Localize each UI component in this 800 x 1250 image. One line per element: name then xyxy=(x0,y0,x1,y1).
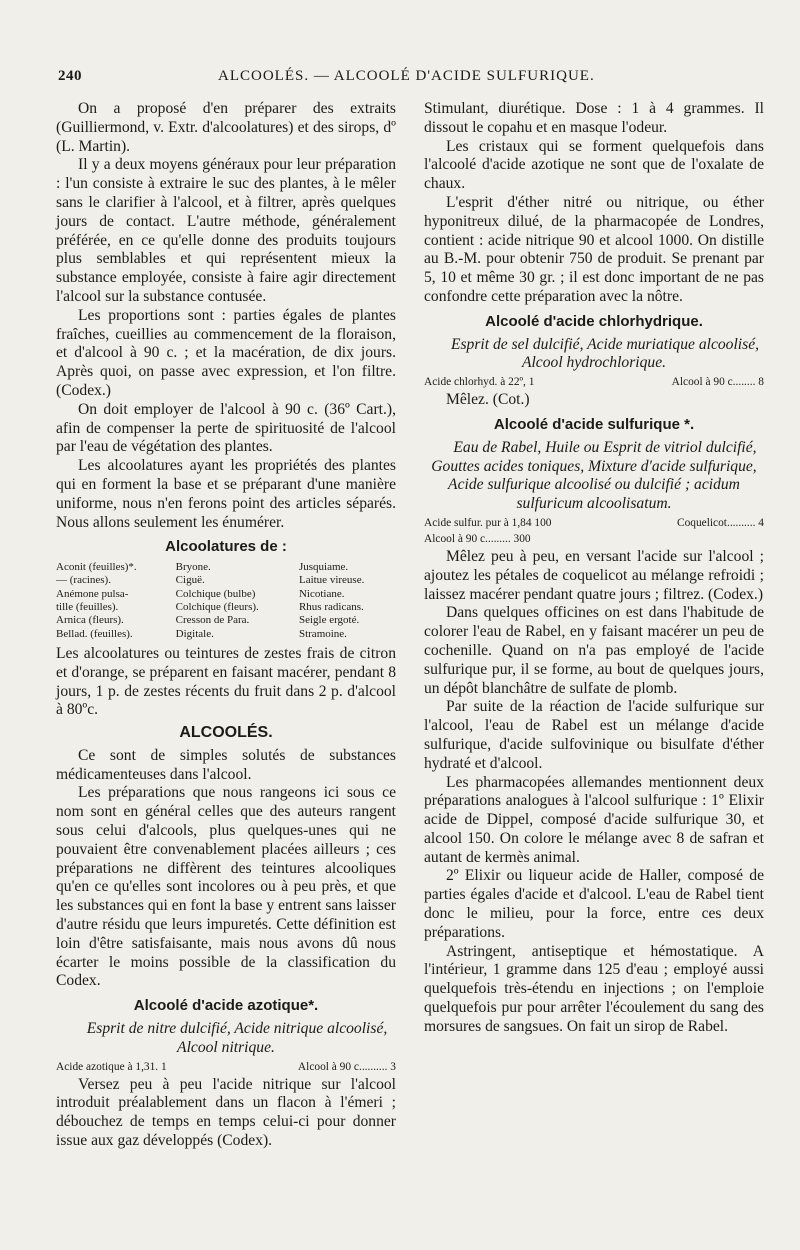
page-header xyxy=(58,68,774,90)
section-heading: Alcoolé d'acide chlorhydrique. xyxy=(485,312,703,330)
paragraph: Stimulant, diurétique. Dose : 1 à 4 grammes. Il dissout le copahu et en masque l'odeur. xyxy=(424,100,764,136)
recipe-ingredient: Alcool à 90 c.......... 3 xyxy=(297,1060,396,1073)
paragraph: Mêlez. (Cot.) xyxy=(446,391,530,409)
recipe-line xyxy=(424,532,764,546)
section-heading: Alcoolé d'acide azotique*. xyxy=(133,997,319,1015)
list-item: Arnica (fleurs). xyxy=(56,614,124,627)
list-item: Colchique (fleurs). xyxy=(175,601,259,614)
list-item: Bryone. xyxy=(175,561,211,574)
paragraph: Par suite de la réaction de l'acide sulfurique sur l'alcool, l'eau de Rabel est un mélange d'acide sulfurique, d'acide sulfovinique ou bisulfate d'éther hydraté et d'alcool. xyxy=(424,698,764,772)
recipe-ingredient: Acide sulfur. pur à 1,84 100 xyxy=(424,516,552,529)
section-heading: ALCOOLÉS. xyxy=(179,724,273,742)
paragraph: Versez peu à peu l'acide nitrique sur l'alcool introduit préalablement dans un flacon à l'émeri ; débouchez de temps en temps celui-ci pour donner issue aux gaz développés (Codex). xyxy=(56,1075,396,1150)
alcoolatures-list xyxy=(56,561,396,641)
section-heading: Alcoolatures de : xyxy=(165,538,287,556)
list-item: Laitue vireuse. xyxy=(298,574,365,587)
list-item: Aconit (feuilles)*. xyxy=(56,561,137,574)
left-column xyxy=(56,100,396,1151)
paragraph: Les alcoolatures ou teintures de zestes frais de citron et d'orange, se préparent en faisant macérer, pendant 8 jours, 1 p. de zestes récents du fruit dans 2 p. d'alcool à 80ºc. xyxy=(56,644,396,719)
paragraph: Ce sont de simples solutés de substances médicamenteuses dans l'alcool. xyxy=(56,746,396,783)
section-heading: Alcoolé d'acide sulfurique *. xyxy=(493,415,695,433)
recipe-line xyxy=(424,375,764,389)
recipe-ingredient: Alcool à 90 c......... 300 xyxy=(424,532,531,545)
recipe-ingredient: Acide chlorhyd. à 22º, 1 xyxy=(424,376,535,389)
list-item: Anémone pulsa- xyxy=(56,587,129,600)
paragraph: 2º Elixir ou liqueur acide de Haller, composé de parties égales d'acide et d'alcool. L'eau de Rabel tient donc le milieu, pour la force, entre ces deux préparations. xyxy=(424,867,764,941)
synonyms: Esprit de nitre dulcifié, Acide nitrique alcoolisé, Alcool nitrique. xyxy=(86,1020,388,1056)
paragraph: On doit employer de l'alcool à 90 c. (36º Cart.), afin de compenser la perte de spirituosité de l'alcool par l'eau de végétation des plantes. xyxy=(56,400,396,456)
list-item: Digitale. xyxy=(175,627,214,640)
list-item: Stramoine. xyxy=(298,627,347,640)
paragraph: On a proposé d'en préparer des extraits (Guilliermond, v. Extr. d'alcoolatures) et des sirops, dº (L. Martin). xyxy=(56,100,396,155)
recipe-line xyxy=(56,1060,396,1074)
list-item: Colchique (bulbe) xyxy=(175,587,256,600)
page-number: 240 xyxy=(58,68,82,84)
recipe-line xyxy=(424,516,764,530)
paragraph: Les cristaux qui se forment quelquefois dans l'alcoolé d'acide azotique ne sont que de l'oxalate de chaux. xyxy=(424,137,764,193)
recipe-ingredient: Alcool à 90 c........ 8 xyxy=(671,376,764,389)
list-item: tille (feuilles). xyxy=(56,601,119,614)
list-item: Jusquiame. xyxy=(298,561,349,574)
paragraph: Les préparations que nous rangeons ici sous ce nom sont en général celles que des auteurs rangent sous celui d'alcools, plus quelques-unes qui ne pouvaient être convenablement placées ailleurs ; ces préparations ne diffèrent des teintures alcooliques qu'en ce qu'elles sont incolores ou à peu près, et que les substances qui en font la base y entrent sans laisser d'autre résidu que leurs impuretés. Cette définition est loin d'être satisfaisante, mais nous avons dû nous écarter le moins possible de la classification du Codex. xyxy=(56,784,396,990)
paragraph: L'esprit d'éther nitré ou nitrique, ou éther hyponitreux dilué, de la pharmacopée de Londres, contient : acide nitrique 90 et alcool 1000. On distille au B.-M. pour obtenir 750 de produit. Se prenant par 5, 10 et même 30 gr. ; il est donc important de ne pas confondre cette préparation avec la nôtre. xyxy=(424,193,764,305)
paragraph: Les alcoolatures ayant les propriétés des plantes qui en forment la base et se préparant d'une manière uniforme, nous n'en ferons point des articles séparés. Nous allons seulement les énumérer. xyxy=(56,457,396,531)
list-item: — (racines). xyxy=(56,574,111,587)
paragraph: Les proportions sont : parties égales de plantes fraîches, cueillies au commencement de la floraison, et d'alcool à 90 c. ; et la macération, de dix jours. Après quoi, on passe avec expression, et l'on filtre. (Codex.) xyxy=(56,306,396,399)
synonyms: Eau de Rabel, Huile ou Esprit de vitriol dulcifié, Gouttes acides toniques, Mixture d'acide sulfurique, Acide sulfurique alcoolisé ou dulcifié ; acidum sulfuricum alcoolisatum. xyxy=(431,438,757,513)
recipe-ingredient: Coquelicot.......... 4 xyxy=(676,516,764,529)
paragraph: Mêlez peu à peu, en versant l'acide sur l'alcool ; ajoutez les pétales de coquelicot au mélange refroidi ; laissez macérer pendant quatre jours ; filtrez. (Codex.) xyxy=(424,547,764,603)
recipe-ingredient: Acide azotique à 1,31. 1 xyxy=(56,1060,167,1073)
paragraph: Les pharmacopées allemandes mentionnent deux préparations analogues à l'alcool sulfurique : 1º Elixir acide de Dippel, composé d'acide sulfurique 30, et alcool 150. On colore le mélange avec 8 de safran et autant de kermès animal. xyxy=(424,773,764,866)
list-item: Cresson de Para. xyxy=(175,614,250,627)
list-item: Ciguë. xyxy=(175,574,205,587)
list-item: Nicotiane. xyxy=(298,587,345,600)
list-item: Rhus radicans. xyxy=(298,601,364,614)
right-column xyxy=(424,100,764,1037)
running-title: ALCOOLÉS. — ALCOOLÉ D'ACIDE SULFURIQUE. xyxy=(218,68,595,84)
paragraph: Il y a deux moyens généraux pour leur préparation : l'un consiste à extraire le suc des plantes, à le mêler sans le clarifier à l'alcool, et à filtrer, après quelques jours de contact. L'autre méthode, généralement préférée, en ce qu'elle donne des produits toujours plus semblables et qui représentent mieux la substance employée, consiste à faire agir directement l'alcool sur la substance contusée. xyxy=(56,156,396,305)
synonyms: Esprit de sel dulcifié, Acide muriatique alcoolisé, Alcool hydrochlorique. xyxy=(450,335,760,372)
paragraph: Dans quelques officines on est dans l'habitude de colorer l'eau de Rabel, en y faisant macérer un peu de cochenille. Quand on n'a pas employé de l'acide sulfurique pur, il se forme, au bout de quelques jours, un dépôt blanchâtre de sulfate de plomb. xyxy=(424,604,764,697)
paragraph: Astringent, antiseptique et hémostatique. A l'intérieur, 1 gramme dans 125 d'eau ; employé aussi quelquefois très-étendu en injections ; on l'emploie quelquefois pur pour arrêter l'écoulement du sang des morsures de sangsues. On fait un sirop de Rabel. xyxy=(424,942,764,1035)
list-item: Bellad. (feuilles). xyxy=(56,627,133,640)
list-item: Seigle ergoté. xyxy=(298,614,360,627)
